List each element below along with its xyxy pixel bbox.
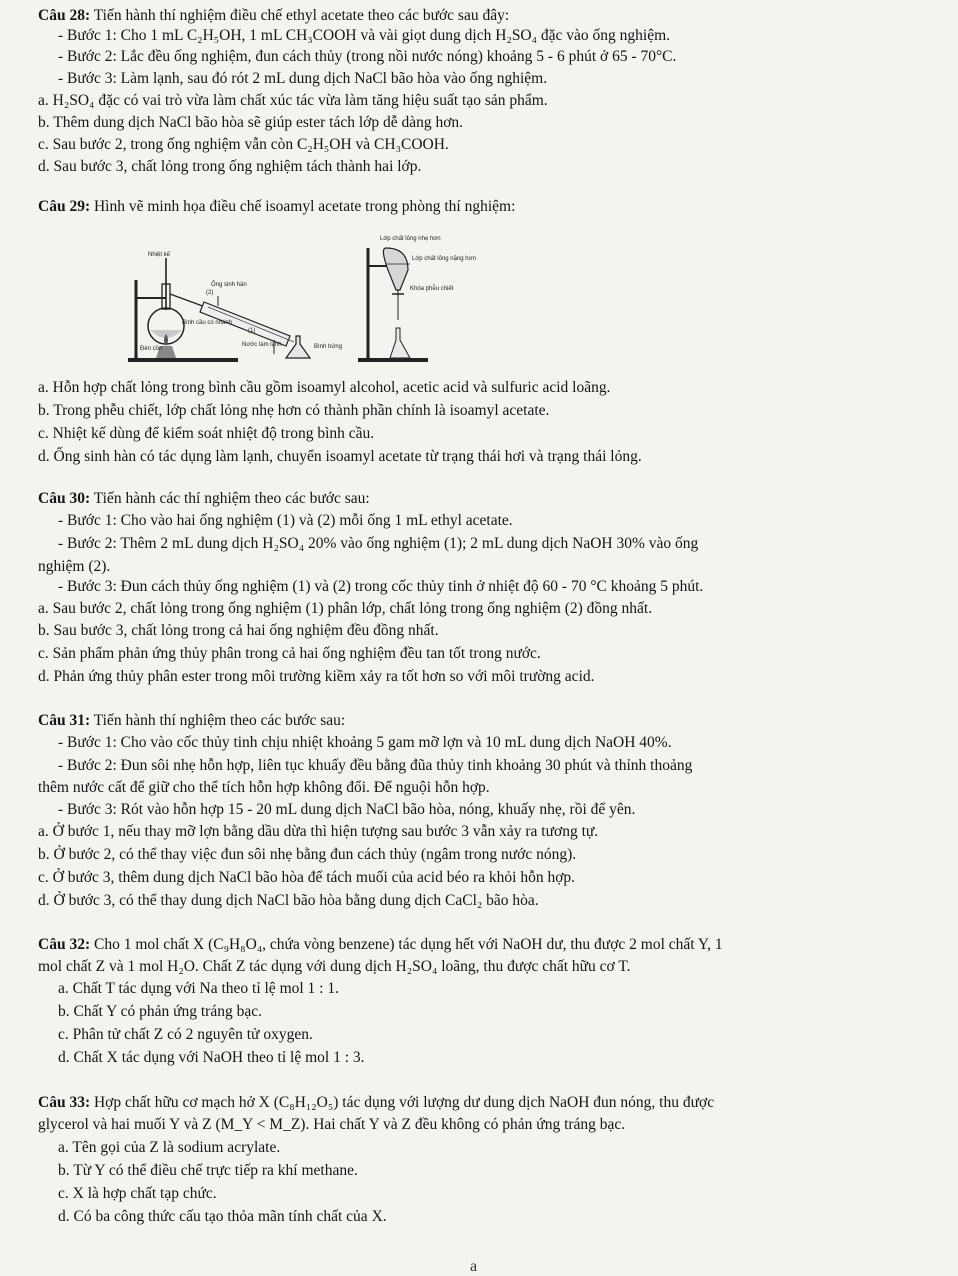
label-lamp: Đèn cồn	[140, 346, 163, 352]
q29-option-b: b. Trong phễu chiết, lớp chất lỏng nhẹ hơn có thành phần chính là isoamyl acetate.	[38, 402, 550, 419]
q30-option-b: b. Sau bước 3, chất lỏng trong cả hai ống nghiệm đều đồng nhất.	[38, 622, 439, 639]
q32-intro: Cho 1 mol chất X (C₉H₈O₄, chứa vòng benzene) tác dụng hết với NaOH dư, thu được 2 mol chất Y, 1	[90, 936, 723, 953]
q28-option-c: c. Sau bước 2, trong ống nghiệm vẫn còn C₂H₅OH và CH₃COOH.	[38, 136, 449, 153]
q29-intro: Hình vẽ minh họa điều chế isoamyl acetate trong phòng thí nghiệm:	[90, 198, 516, 215]
separatory-funnel	[383, 248, 408, 290]
q33-cont: glycerol và hai muối Y và Z (M_Y < M_Z). Hai chất Y và Z đều không có phản ứng tráng bạc.	[38, 1116, 626, 1133]
isoamyl-acetate-apparatus-figure	[118, 228, 498, 390]
q28-heading	[38, 7, 509, 25]
label-water: Nước làm lạnh	[242, 342, 282, 348]
label-thermometer: Nhiệt kế	[148, 252, 171, 258]
q31-step-2: - Bước 2: Đun sôi nhẹ hỗn hợp, liên tục khuấy đều bằng đũa thủy tinh khoảng 30 phút và thỉnh thoảng	[58, 757, 693, 774]
q32-title: Câu 32:	[38, 936, 91, 953]
q32-option-c: c. Phân tử chất Z có 2 nguyên tử oxygen.	[58, 1026, 313, 1043]
q29-heading	[38, 198, 515, 216]
q30-option-a: a. Sau bước 2, chất lỏng trong ống nghiệm (1) phân lớp, chất lỏng trong ống nghiệm (2) đồng nhất.	[38, 600, 653, 617]
collecting-flask	[390, 328, 410, 358]
q29-option-c: c. Nhiệt kế dùng để kiểm soát nhiệt độ trong bình cầu.	[38, 425, 375, 442]
q32-heading	[38, 936, 723, 954]
q28-option-a: a. H₂SO₄ đặc có vai trò vừa làm chất xúc tác vừa làm tăng hiệu suất tạo sản phẩm.	[38, 92, 548, 109]
q28-step-2: - Bước 2: Lắc đều ống nghiệm, đun cách thủy (trong nồi nước nóng) khoảng 5 - 6 phút ở 65 - 70°C.	[58, 48, 677, 65]
q33-option-c: c. X là hợp chất tạp chức.	[58, 1185, 217, 1202]
receiving-flask	[286, 336, 310, 358]
apparatus-svg	[118, 228, 498, 390]
q28-option-b: b. Thêm dung dịch NaCl bão hòa sẽ giúp ester tách lớp dễ dàng hơn.	[38, 114, 464, 131]
q31-heading	[38, 712, 345, 730]
q30-step-2: - Bước 2: Thêm 2 mL dung dịch H₂SO₄ 20% vào ống nghiệm (1); 2 mL dung dịch NaOH 30% vào ống	[58, 535, 699, 552]
q30-intro: Tiến hành các thí nghiệm theo các bước sau:	[90, 490, 370, 507]
q30-step-1: - Bước 1: Cho vào hai ống nghiệm (1) và (2) mỗi ống 1 mL ethyl acetate.	[58, 512, 513, 529]
stand-base-right	[358, 358, 428, 362]
label-funnel: Khóa phễu chiết	[410, 286, 454, 292]
label-2: (2)	[206, 290, 214, 296]
label-light-layer: Lớp chất lỏng nhẹ hơn	[380, 236, 441, 242]
q33-option-a: a. Tên gọi của Z là sodium acrylate.	[58, 1139, 281, 1156]
q32-cont: mol chất Z và 1 mol H₂O. Chất Z tác dụng với dung dịch H₂SO₄ loãng, thu được chất hữu cơ T.	[38, 958, 631, 975]
q31-option-c: c. Ở bước 3, thêm dung dịch NaCl bão hòa để tách muối của acid béo ra khỏi hỗn hợp.	[38, 869, 576, 886]
q30-step-3: - Bước 3: Đun cách thủy ống nghiệm (1) và (2) trong cốc thủy tinh ở nhiệt độ 60 - 70 °C khoảng 5 phút.	[58, 578, 704, 595]
stand-base-left	[128, 358, 238, 362]
q33-option-b: b. Từ Y có thể điều chế trực tiếp ra khí methane.	[58, 1162, 358, 1179]
q31-title: Câu 31:	[38, 712, 91, 729]
q28-option-d: d. Sau bước 3, chất lỏng trong ống nghiệm tách thành hai lớp.	[38, 158, 422, 175]
q28-title: Câu 28:	[38, 7, 91, 24]
q28-intro: Tiến hành thí nghiệm điều chế ethyl acetate theo các bước sau đây:	[90, 7, 510, 24]
q31-step-2-cont: thêm nước cất để giữ cho thể tích hỗn hợp không đổi. Để nguội hỗn hợp.	[38, 779, 490, 796]
q29-title: Câu 29:	[38, 198, 91, 215]
q33-option-d: d. Có ba công thức cấu tạo thỏa mãn tính chất của X.	[58, 1208, 387, 1225]
q32-option-d: d. Chất X tác dụng với NaOH theo tỉ lệ mol 1 : 3.	[58, 1049, 365, 1066]
q31-step-3: - Bước 3: Rót vào hỗn hợp 15 - 20 mL dung dịch NaCl bão hòa, nóng, khuấy nhẹ, rồi để yên.	[58, 801, 636, 818]
q29-option-a: a. Hỗn hợp chất lỏng trong bình cầu gồm isoamyl alcohol, acetic acid và sulfuric acid loãng.	[38, 379, 611, 396]
label-heavy-layer: Lớp chất lỏng nặng hơn	[412, 256, 476, 262]
q28-step-1: - Bước 1: Cho 1 mL C₂H₅OH, 1 mL CH₃COOH và vài giọt dung dịch H₂SO₄ đặc vào ống nghiệm.	[58, 27, 671, 44]
label-1: (1)	[248, 328, 256, 334]
q33-heading	[38, 1094, 714, 1112]
q32-option-b: b. Chất Y có phản ứng tráng bạc.	[58, 1003, 262, 1020]
label-receiver: Bình hứng	[314, 344, 343, 350]
q33-title: Câu 33:	[38, 1094, 91, 1111]
footer-handwritten-mark: a	[470, 1258, 478, 1275]
q30-option-c: c. Sản phẩm phản ứng thủy phân trong cả hai ống nghiệm đều tan tốt trong nước.	[38, 645, 541, 662]
q32-option-a: a. Chất T tác dụng với Na theo tỉ lệ mol 1 : 1.	[58, 980, 339, 997]
q31-step-1: - Bước 1: Cho vào cốc thủy tinh chịu nhiệt khoảng 5 gam mỡ lợn và 10 mL dung dịch NaOH 40%.	[58, 734, 672, 751]
q30-title: Câu 30:	[38, 490, 91, 507]
q33-intro: Hợp chất hữu cơ mạch hở X (C₈H₁₂O₅) tác dụng với lượng dư dung dịch NaOH đun nóng, thu được	[90, 1094, 715, 1111]
q31-option-a: a. Ở bước 1, nếu thay mỡ lợn bằng dầu dừa thì hiện tượng sau bước 3 vẫn xảy ra tương tự.	[38, 823, 599, 840]
q30-heading	[38, 490, 370, 508]
q29-option-d: d. Ống sinh hàn có tác dụng làm lạnh, chuyển isoamyl acetate từ trạng thái hơi và trạng thái lỏng.	[38, 448, 642, 465]
q30-option-d: d. Phản ứng thủy phân ester trong môi trường kiềm xảy ra tốt hơn so với môi trường acid.	[38, 668, 595, 685]
q28-step-3: - Bước 3: Làm lạnh, sau đó rót 2 mL dung dịch NaCl bão hòa vào ống nghiệm.	[58, 70, 548, 87]
q31-intro: Tiến hành thí nghiệm theo các bước sau:	[90, 712, 346, 729]
label-flask: Bình cầu có nhánh	[182, 320, 233, 326]
q31-option-b: b. Ở bước 2, có thể thay việc đun sôi nhẹ bằng đun cách thủy (ngâm trong nước nóng).	[38, 846, 577, 863]
label-condenser: Ống sinh hàn	[211, 282, 247, 288]
q31-option-d: d. Ở bước 3, có thể thay dung dịch NaCl bão hòa bằng dung dịch CaCl₂ bão hòa.	[38, 892, 539, 909]
q30-step-2-cont: nghiệm (2).	[38, 558, 111, 575]
